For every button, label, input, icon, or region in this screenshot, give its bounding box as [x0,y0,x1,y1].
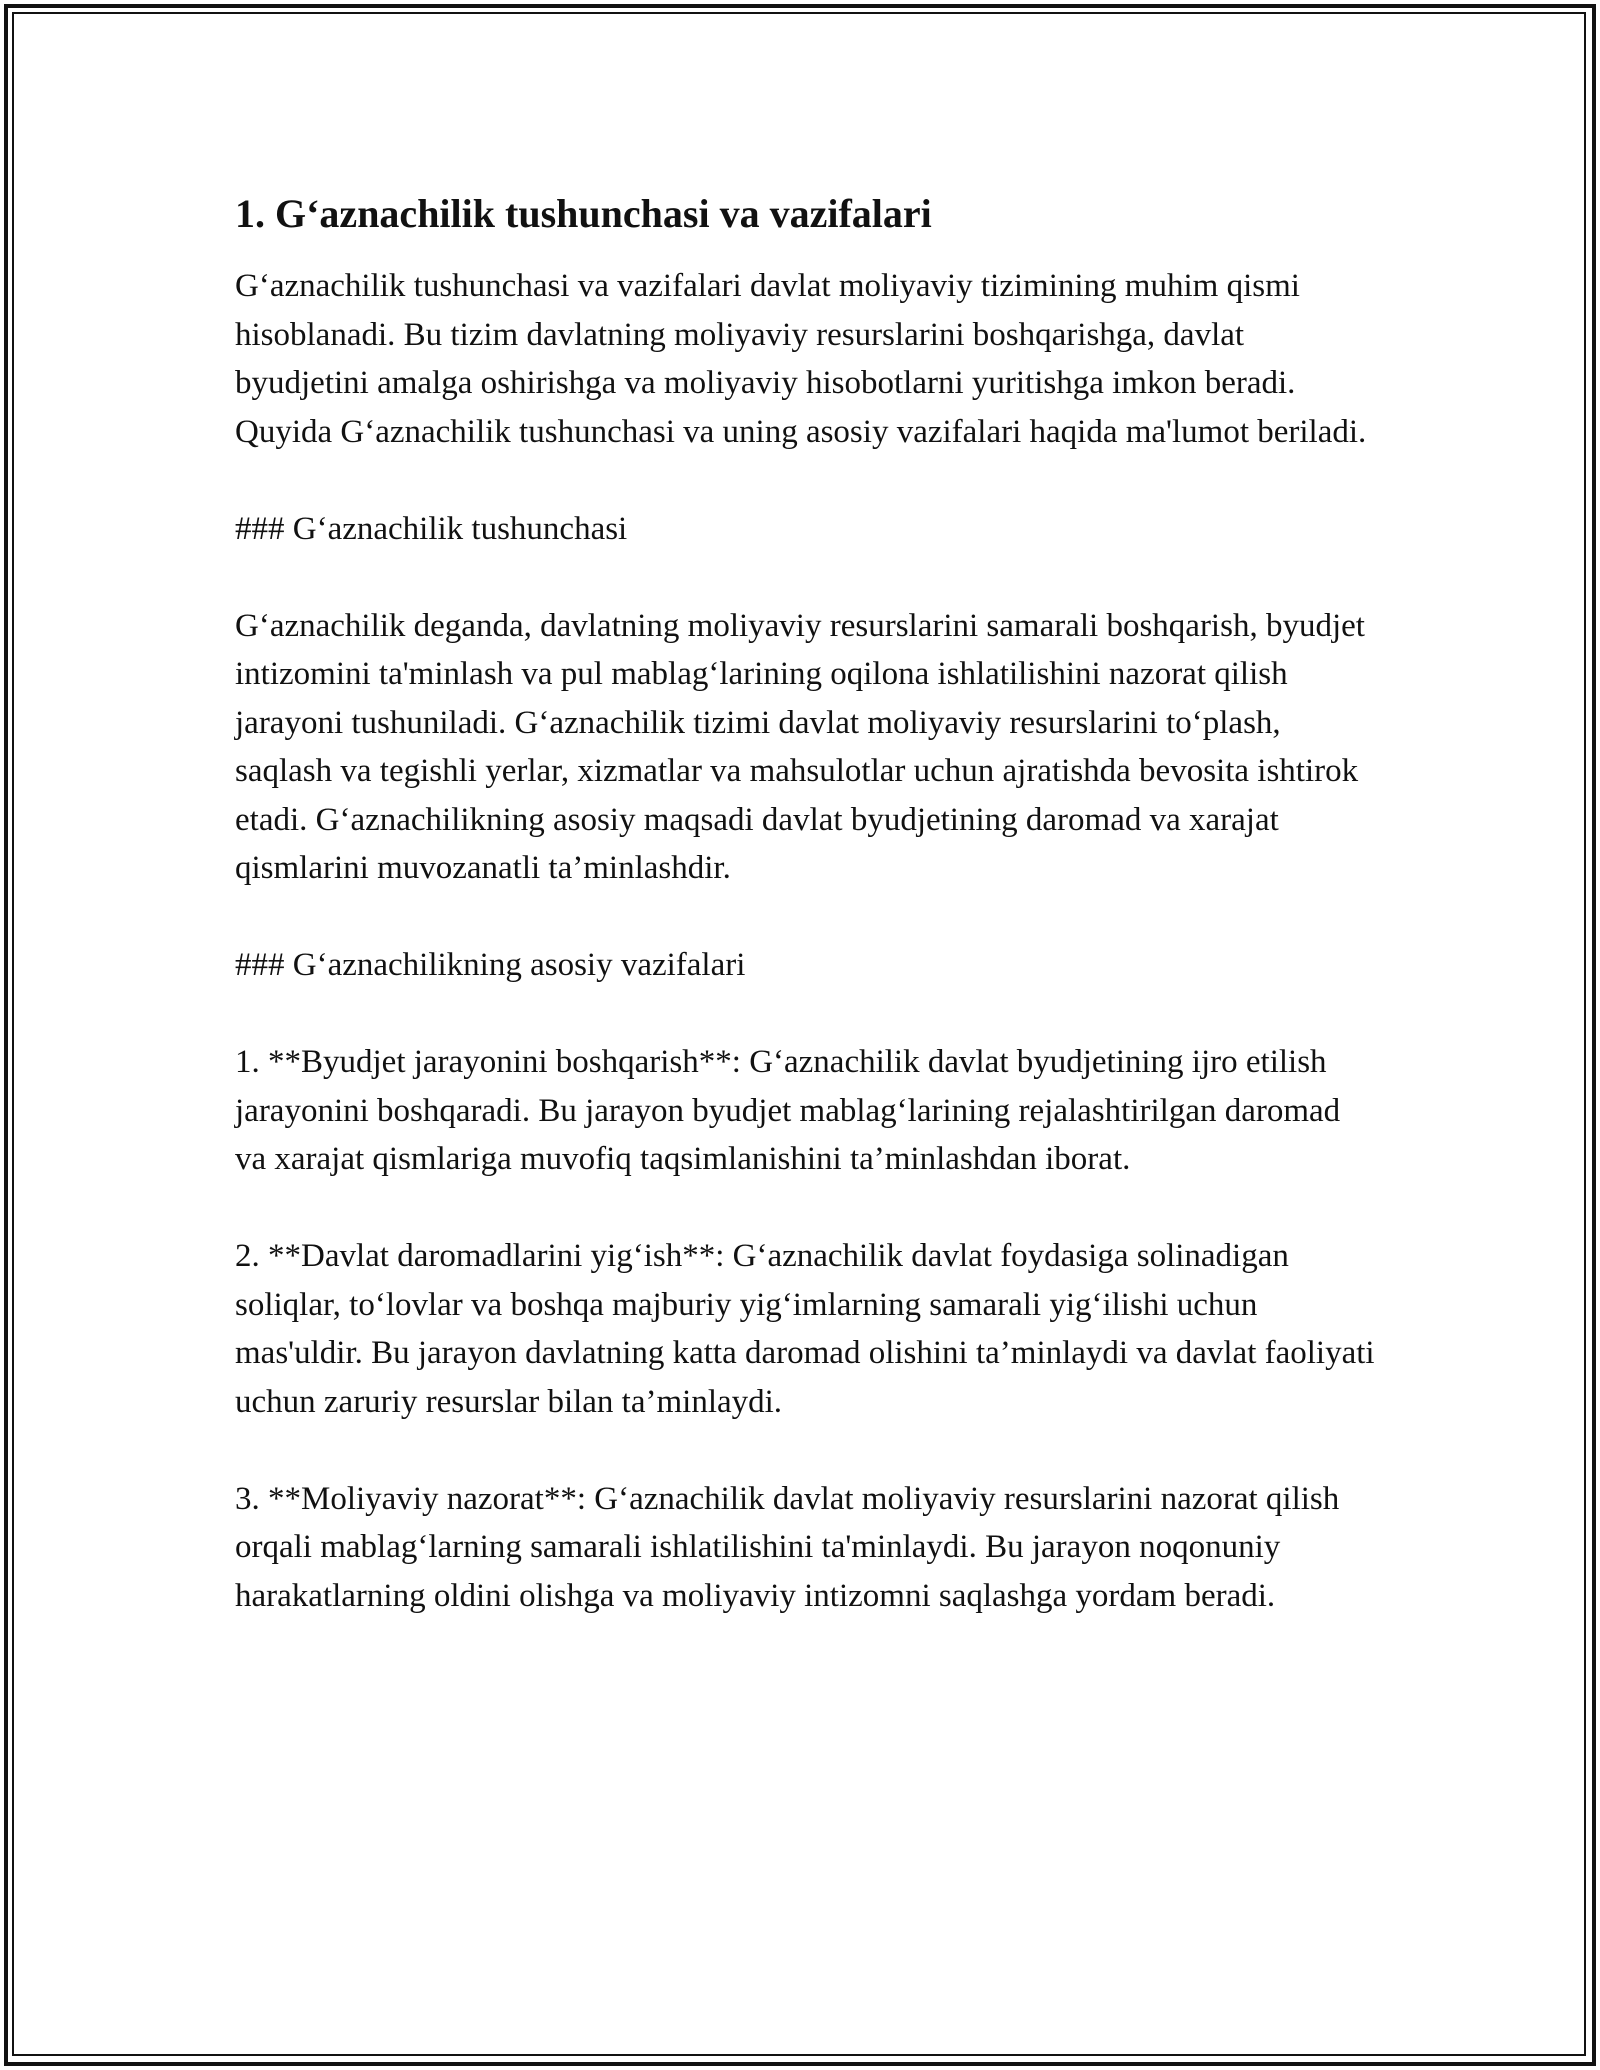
list-item-control: 3. **Moliyaviy nazorat**: G‘aznachilik davlat moliyaviy resurslarini nazorat qilish orqali mablag‘larning samarali ishlatilishini ta'minlaydi. Bu jarayon noqonuniy harakatlarning oldini olishga va moliyaviy intizomni saqlashga yordam beradi. [235,1480,1340,1614]
spacer [235,1426,1375,1475]
section-heading-concept: ### G‘aznachilik tushunchasi [235,510,628,547]
list-item-budget: 1. **Byudjet jarayonini boshqarish**: G‘aznachilik davlat byudjetining ijro etilish jarayonini boshqaradi. Bu jarayon byudjet mablag‘larining rejalashtirilgan daromad va xarajat qismlariga muvofiq taqsimlanishini ta’minlashdan iborat. [235,1044,1341,1177]
list-item-revenue: 2. **Davlat daromadlarini yig‘ish**: G‘aznachilik davlat foydasiga solinadigan soliqlar, to‘lovlar va boshqa majburiy yig‘imlarning samarali yig‘ilishi uchun mas'uldir. Bu jarayon davlatning katta daromad olishini ta’minlaydi va davlat faoliyati uchun zaruriy resurslar bilan ta’minlaydi. [235,1238,1375,1420]
spacer [235,1184,1375,1233]
intro-paragraph: G‘aznachilik tushunchasi va vazifalari davlat moliyaviy tizimining muhim qismi hisoblanadi. Bu tizim davlatning moliyaviy resurslarini boshqarishga, davlat byudjetini amalga oshirishga va moliyaviy hisobotlarni yuritishga imkon beradi. Quyida G‘aznachilik tushunchasi va uning asosiy vazifalari haqida ma'lumot beriladi. [235,268,1367,450]
spacer [235,893,1375,942]
document-body [235,188,1375,1620]
spacer [235,240,1375,262]
document-title: 1. G‘aznachilik tushunchasi va vazifalari [235,191,932,236]
spacer [235,553,1375,602]
concept-paragraph: G‘aznachilik deganda, davlatning moliyaviy resurslarini samarali boshqarish, byudjet intizomini ta'minlash va pul mablag‘larining oqilona ishlatilishini nazorat qilish jarayoni tushuniladi. G‘aznachilik tizimi davlat moliyaviy resurslarini to‘plash, saqlash va tegishli yerlar, xizmatlar va mahsulotlar uchun ajratishda bevosita ishtirok etadi. G‘aznachilikning asosiy maqsadi davlat byudjetining daromad va xarajat qismlarini muvozanatli ta’minlashdir. [235,607,1365,886]
spacer [235,456,1375,505]
spacer [235,990,1375,1039]
section-heading-tasks: ### G‘aznachilikning asosiy vazifalari [235,947,746,983]
